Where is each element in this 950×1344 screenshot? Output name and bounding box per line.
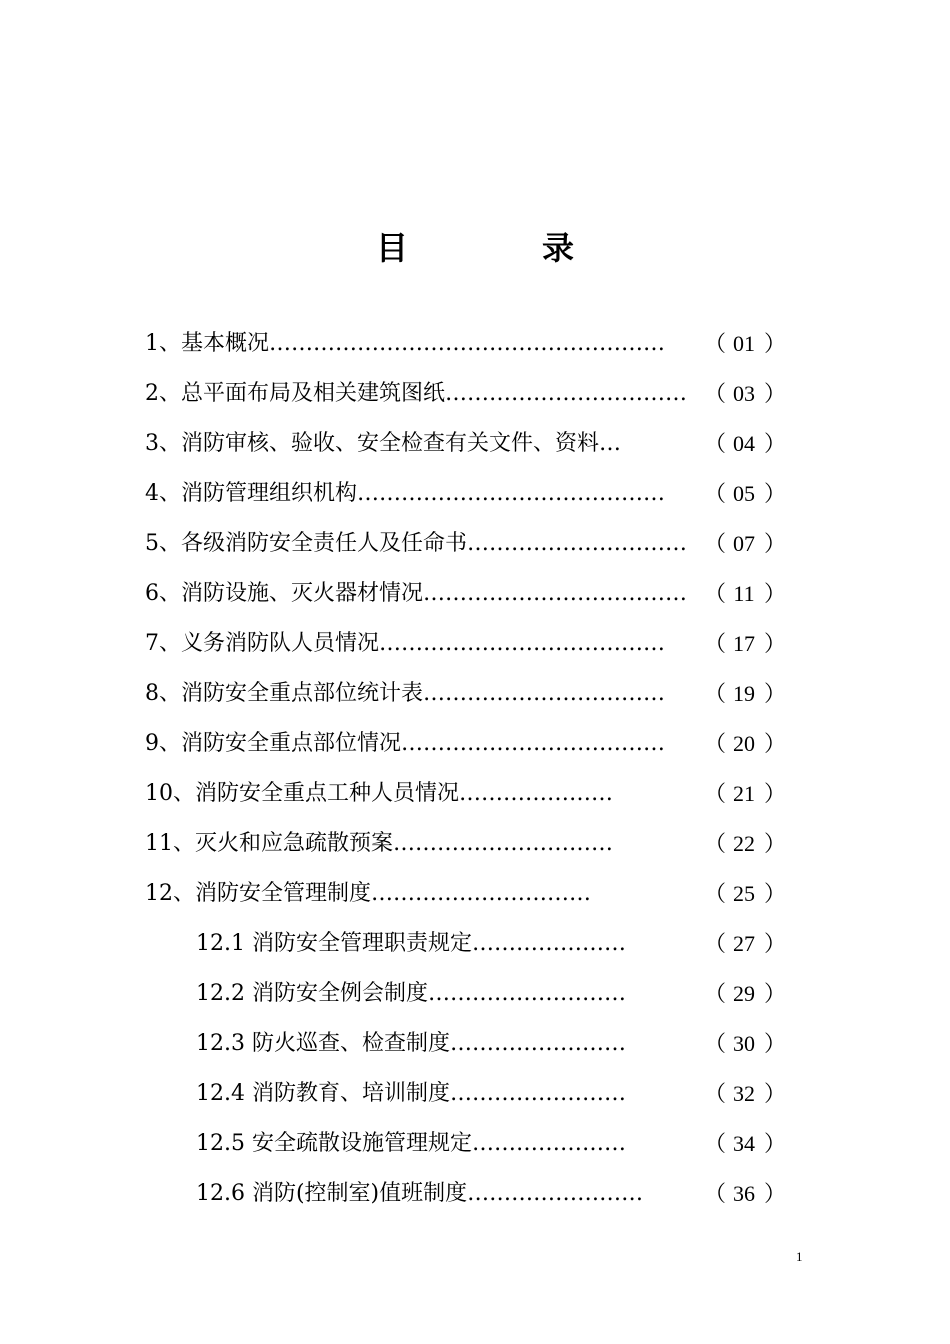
close-paren: ） [764,331,787,356]
page-ref: 17 [733,631,755,656]
close-paren: ） [764,431,787,456]
page-title [0,224,950,272]
open-paren: （ [704,981,727,1006]
close-paren: ） [764,1031,787,1056]
close-paren: ） [764,731,787,756]
page-ref: 05 [733,481,755,506]
page-ref: 30 [733,1031,755,1056]
page-ref: 01 [733,331,755,356]
toc-entry[interactable] [0,874,950,914]
open-paren: （ [704,1031,727,1056]
toc-entry-label: 12.1 消防安全管理职责规定………………… [196,931,626,956]
page-ref: 07 [733,531,755,556]
page-ref: 36 [733,1181,755,1206]
toc-entry[interactable] [0,824,950,864]
page-ref: 03 [733,381,755,406]
toc-entry-label: 6、消防设施、灭火器材情况……………………………… [145,581,687,606]
open-paren: （ [704,431,727,456]
page-ref: 11 [733,581,755,606]
page-number: 1 [796,1249,803,1264]
page-ref: 29 [733,981,755,1006]
toc-entry[interactable] [0,724,950,764]
page-ref: 34 [733,1131,755,1156]
toc-subentry[interactable] [0,974,950,1014]
toc-subentry[interactable] [0,924,950,964]
open-paren: （ [704,831,727,856]
open-paren: （ [704,581,727,606]
close-paren: ） [764,1131,787,1156]
toc-entry-label: 7、义务消防队人员情况………………………………… [145,631,665,656]
page-ref: 22 [733,831,755,856]
close-paren: ） [764,1081,787,1106]
table-of-contents [0,320,950,1220]
open-paren: （ [704,631,727,656]
open-paren: （ [704,331,727,356]
close-paren: ） [764,831,787,856]
title-char-mu: 目 [375,229,408,267]
toc-entry[interactable] [0,374,950,414]
toc-entry-label: 8、消防安全重点部位统计表…………………………… [145,681,665,706]
page-ref: 19 [733,681,755,706]
toc-subentry[interactable] [0,1174,950,1214]
toc-entry-label: 12.4 消防教育、培训制度…………………… [196,1081,626,1106]
toc-entry[interactable] [0,324,950,364]
close-paren: ） [764,631,787,656]
open-paren: （ [704,1131,727,1156]
toc-entry-label: 11、灭火和应急疏散预案………………………… [145,831,613,856]
toc-entry[interactable] [0,524,950,564]
open-paren: （ [704,881,727,906]
toc-subentry[interactable] [0,1124,950,1164]
open-paren: （ [704,931,727,956]
open-paren: （ [704,381,727,406]
toc-entry[interactable] [0,574,950,614]
close-paren: ） [764,531,787,556]
page-ref: 21 [733,781,755,806]
close-paren: ） [764,581,787,606]
open-paren: （ [704,481,727,506]
toc-entry[interactable] [0,674,950,714]
toc-entry-label: 10、消防安全重点工种人员情况………………… [145,781,613,806]
close-paren: ） [764,981,787,1006]
toc-entry-label: 12、消防安全管理制度………………………… [145,881,591,906]
close-paren: ） [764,681,787,706]
close-paren: ） [764,481,787,506]
title-char-lu: 录 [542,229,575,267]
toc-subentry[interactable] [0,1024,950,1064]
toc-entry-label: 2、总平面布局及相关建筑图纸…………………………… [145,381,687,406]
page-ref: 32 [733,1081,755,1106]
toc-entry-label: 1、基本概况……………………………………………… [145,331,665,356]
open-paren: （ [704,781,727,806]
toc-entry-label: 12.6 消防(控制室)值班制度…………………… [196,1181,644,1206]
open-paren: （ [704,731,727,756]
close-paren: ） [764,1181,787,1206]
toc-entry-label: 9、消防安全重点部位情况……………………………… [145,731,665,756]
open-paren: （ [704,681,727,706]
toc-entry[interactable] [0,424,950,464]
open-paren: （ [704,1181,727,1206]
open-paren: （ [704,531,727,556]
page-ref: 04 [733,431,755,456]
page-ref: 27 [733,931,755,956]
close-paren: ） [764,381,787,406]
close-paren: ） [764,881,787,906]
toc-entry-label: 12.2 消防安全例会制度……………………… [196,981,626,1006]
toc-entry-label: 12.5 安全疏散设施管理规定………………… [196,1131,626,1156]
toc-entry[interactable] [0,774,950,814]
toc-entry[interactable] [0,624,950,664]
open-paren: （ [704,1081,727,1106]
toc-entry-label: 3、消防审核、验收、安全检查有关文件、资料… [145,431,621,456]
close-paren: ） [764,781,787,806]
toc-entry-label: 12.3 防火巡查、检查制度…………………… [196,1031,626,1056]
page-ref: 25 [733,881,755,906]
close-paren: ） [764,931,787,956]
toc-subentry[interactable] [0,1074,950,1114]
toc-entry[interactable] [0,474,950,514]
toc-entry-label: 4、消防管理组织机构…………………………………… [145,481,665,506]
toc-entry-label: 5、各级消防安全责任人及任命书………………………… [145,531,687,556]
page-ref: 20 [733,731,755,756]
